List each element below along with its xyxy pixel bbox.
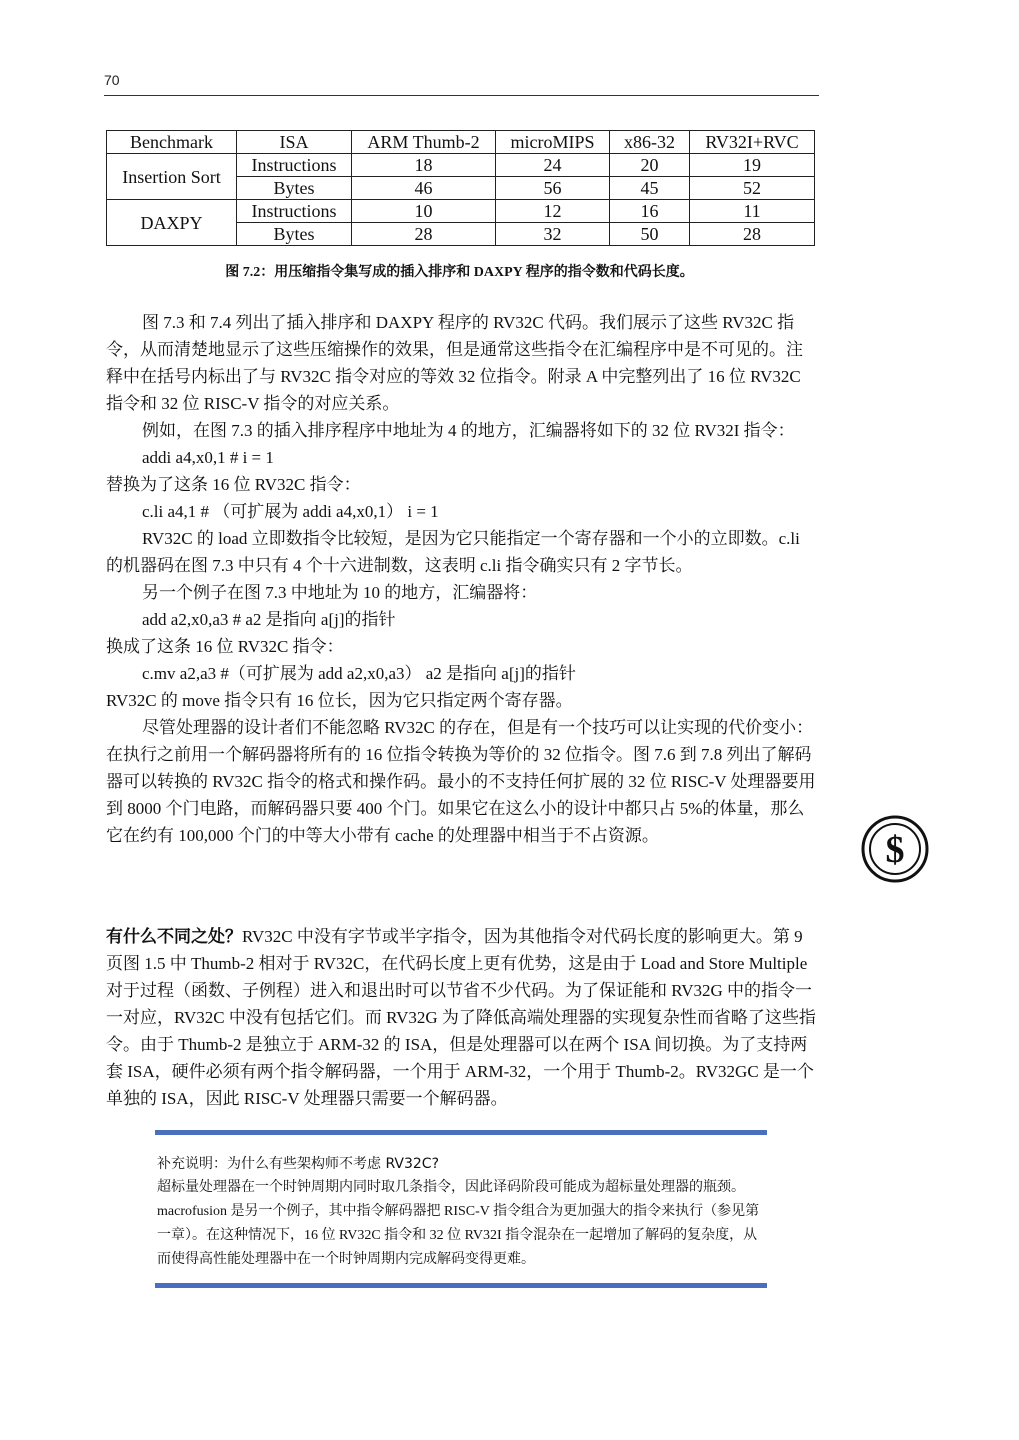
paragraph-text: RV32C 中没有字节或半字指令，因为其他指令对代码长度的影响更大。第 9 页图 1.5 中 Thumb-2 相对于 RV32C，在代码长度上更有优势，这是由于 Load and Store Multiple 对于过程（函数、子例程）进入和退出时可以节省不少代码。为了保证能和 RV32G 中的指令一一对应，RV32C 中没有包括它们。而 RV32G 为了降低高端处理器的实现复杂性而省略了这些指令。由于 Thumb-2 是独立于 ARM-32 的 ISA，但是处理器可以在两个 ISA 间切换。为了支持两套 ISA，硬件必须有两个指令解码器，一个用于 ARM-32，一个用于 Thumb-2。RV32GC 是一个单独的 ISA，因此 RISC-V 处理器只需要一个解码器。: [106, 927, 816, 1108]
paragraph: 换成了这条 16 位 RV32C 指令：: [106, 637, 344, 656]
sidebar-bottom-rule: [155, 1283, 767, 1288]
value-cell: 19: [690, 154, 815, 177]
paragraph: 替换为了这条 16 位 RV32C 指令：: [106, 475, 361, 494]
sidebar-note: [157, 1152, 767, 1272]
sidebar-top-rule: [155, 1130, 767, 1135]
header-rv32i-rvc: RV32I+RVC: [690, 131, 815, 154]
value-cell: 18: [352, 154, 496, 177]
benchmark-name-cell: DAXPY: [107, 200, 237, 246]
header-x86-32: x86-32: [610, 131, 690, 154]
body-text-section-2: [106, 923, 818, 1112]
paragraph: 另一个例子在图 7.3 中地址为 10 的地方，汇编器将：: [142, 583, 538, 602]
header-isa: ISA: [237, 131, 352, 154]
dollar-icon: [860, 814, 930, 884]
value-cell: 28: [690, 223, 815, 246]
code-line: add a2,x0,a3 # a2 是指向 a[j]的指针: [142, 610, 396, 629]
value-cell: 10: [352, 200, 496, 223]
value-cell: 24: [496, 154, 610, 177]
metric-cell: Instructions: [237, 200, 352, 223]
sidebar-title: 补充说明：为什么有些架构师不考虑 RV32C?: [157, 1156, 440, 1172]
paragraph: RV32C 的 load 立即数指令比较短，是因为它只能指定一个寄存器和一个小的立即数。c.li 的机器码在图 7.3 中只有 4 个十六进制数，这表明 c.li 指令确实只有 2 字节长。: [106, 529, 800, 575]
table-row: [107, 200, 815, 223]
metric-cell: Bytes: [237, 223, 352, 246]
metric-cell: Instructions: [237, 154, 352, 177]
code-line: c.li a4,1 # （可扩展为 addi a4,x0,1） i = 1: [142, 502, 439, 521]
paragraph: 尽管处理器的设计者们不能忽略 RV32C 的存在，但是有一个技巧可以让实现的代价变小：在执行之前用一个解码器将所有的 16 位指令转换为等价的 32 位指令。图 7.6 到 7.8 列出了解码器可以转换的 RV32C 指令的格式和操作码。最小的不支持任何扩展的 32 位 RISC-V 处理器要用到 8000 个门电路，而解码器只要 400 个门。如果它在这么小的设计中都只占 5%的体量，那么它在约有 100,000 个门的中等大小带有 cache 的处理器中相当于不占资源。: [106, 718, 816, 845]
header-benchmark: Benchmark: [107, 131, 237, 154]
table-header-row: [107, 131, 815, 154]
benchmark-table: [106, 130, 815, 246]
code-line: addi a4,x0,1 # i = 1: [142, 448, 274, 467]
value-cell: 56: [496, 177, 610, 200]
sidebar-text: 超标量处理器在一个时钟周期内同时取几条指令，因此译码阶段可能成为超标量处理器的瓶颈。macrofusion 是另一个例子，其中指令解码器把 RISC-V 指令组合为更加强大的指令来执行（参见第一章）。在这种情况下，16 位 RV32C 指令和 32 位 RV32I 指令混杂在一起增加了解码的复杂度，从而使得高性能处理器中在一个时钟周期内完成解码变得更难。: [157, 1180, 760, 1267]
dollar-symbol: $: [885, 829, 905, 871]
value-cell: 45: [610, 177, 690, 200]
value-cell: 32: [496, 223, 610, 246]
header-arm-thumb2: ARM Thumb-2: [352, 131, 496, 154]
paragraph: [106, 923, 818, 1112]
paragraph: RV32C 的 move 指令只有 16 位长，因为它只指定两个寄存器。: [106, 691, 573, 710]
page-number: 70: [104, 72, 120, 88]
value-cell: 28: [352, 223, 496, 246]
body-text-section-1: [106, 309, 818, 849]
paragraph-lead: 有什么不同之处？: [106, 927, 242, 946]
code-line: c.mv a2,a3 #（可扩展为 add a2,x0,a3） a2 是指向 a[j]的指针: [142, 664, 576, 683]
paragraph: 例如，在图 7.3 的插入排序程序中地址为 4 的地方，汇编器将如下的 32 位 RV32I 指令：: [142, 421, 795, 440]
value-cell: 46: [352, 177, 496, 200]
value-cell: 20: [610, 154, 690, 177]
header-rule: [104, 95, 819, 96]
value-cell: 50: [610, 223, 690, 246]
header-micromips: microMIPS: [496, 131, 610, 154]
value-cell: 16: [610, 200, 690, 223]
value-cell: 11: [690, 200, 815, 223]
metric-cell: Bytes: [237, 177, 352, 200]
table-row: [107, 154, 815, 177]
value-cell: 12: [496, 200, 610, 223]
value-cell: 52: [690, 177, 815, 200]
paragraph: 图 7.3 和 7.4 列出了插入排序和 DAXPY 程序的 RV32C 代码。我们展示了这些 RV32C 指令，从而清楚地显示了这些压缩操作的效果，但是通常这些指令在汇编程序中是不可见的。注释中在括号内标出了与 RV32C 指令对应的等效 32 位指令。附录 A 中完整列出了 16 位 RV32C 指令和 32 位 RISC-V 指令的对应关系。: [106, 313, 803, 413]
benchmark-name-cell: Insertion Sort: [107, 154, 237, 200]
figure-caption: 图 7.2：用压缩指令集写成的插入排序和 DAXPY 程序的指令数和代码长度。: [225, 265, 694, 280]
